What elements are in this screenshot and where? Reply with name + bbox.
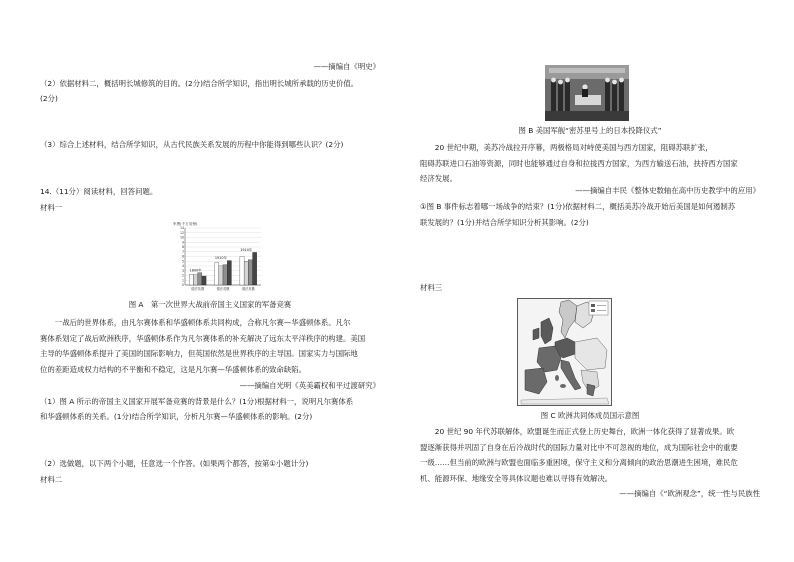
paragraph-eu	[420, 424, 760, 486]
chart-svg	[173, 221, 263, 295]
question-1-line1: （1）图 A 所示的帝国主义国家开展军备竞赛的背景是什么？(1分)根据材料一，说明凡尔赛体系	[40, 397, 354, 406]
para3-line2: 盟逐渐获得并巩固了自身在后冷战时代的国际力量对比中不可忽视的地位，成为国际社会中的重要	[420, 442, 738, 452]
chart-bar	[227, 261, 231, 285]
para3-line4: 机、能源环保、地缘安全等具体议题也难以寻得有效解决。	[420, 473, 613, 483]
material-3-label: 材料三	[420, 283, 443, 292]
map-caption: 图 C 欧洲共同体成员国示意图	[540, 411, 640, 420]
chart-ytick-label: 5	[181, 259, 184, 264]
chart-bar	[215, 263, 219, 285]
chart-bar	[244, 261, 248, 285]
paragraph-versailles	[40, 315, 380, 377]
choose-question: （2）选做题，以下两个小题，任意选一个作答。(如果两个都答，按第①小题计分)	[40, 459, 309, 468]
military-spending-chart	[173, 221, 263, 295]
chart-bar	[198, 273, 202, 285]
chart-ytick-label: 4	[181, 264, 184, 269]
chart-group-label: 1914年	[240, 247, 253, 252]
chart-bar	[253, 252, 257, 285]
chart-group-label: 1890年	[189, 268, 202, 273]
chart-category-label: 德法英俄	[191, 287, 205, 291]
chart-bar	[248, 260, 252, 285]
para3-line1: 20 世纪 90 年代苏联解体，欧盟诞生而正式登上历史舞台，欧洲一体化获得了显著成果。欧	[434, 427, 735, 436]
para2-line1: 20 世纪中期，美苏冷战拉开序幕，两极格局对峙使美国与西方国家，阻碍苏联扩张，	[434, 143, 713, 152]
para3-line3: 一级……但当前的欧洲与欧盟也面临多重困境，保守主义和分离倾向的政治思潮进生困境，难民危	[420, 458, 738, 468]
para2-line2: 阻碍苏联进口石油等资源，同时也能够通过自身和拉拢西方国家，为西方输送石油，扶持西方国家	[420, 158, 738, 168]
chart-bar	[240, 257, 244, 286]
source-euro: ——摘编自《“欧洲观念”，统一性与民族性	[619, 489, 760, 498]
question-2: （2）依据材料二，概括明长城修筑的目的。(2分)结合所学知识，指出明长城所承载的历史价值。	[40, 79, 359, 88]
question-1-line2: 和华盛顿体系的关系。(1分)结合所学知识，分析凡尔赛—华盛顿体系的影响。(2分)	[40, 412, 313, 421]
surrender-ceremony-photo	[545, 65, 629, 121]
para1-line1: 一战后的世界体系，由凡尔赛体系和华盛顿体系共同构成，合称凡尔赛—华盛顿体系。凡尔	[54, 318, 351, 327]
question-14-heading: 14.（11分）阅读材料，回答问题。	[40, 187, 158, 196]
chart-ytick-label: 10	[179, 235, 184, 240]
chart-category-label: 德法英俄	[216, 287, 230, 291]
chart-ytick-label: 3	[181, 268, 184, 273]
photo-caption: 图 B 美国军舰“密苏里号上的日本投降仪式”	[518, 126, 662, 135]
material-2-label: 材料二	[40, 475, 63, 484]
question-b-line1: ①图 B 事件标志着哪一场战争的结束？(1分)依据材料二，概括美苏冷战开始后美国是如何遏制苏	[420, 202, 736, 211]
source-guangming: ——摘编自光明《英美霸权和平过渡研究》	[239, 381, 380, 390]
chart-ytick-label: 9	[181, 240, 184, 245]
chart-bar	[189, 274, 193, 285]
question-3: （3）综合上述材料，结合所学知识，从古代民族关系发展的历程中你能得到哪些认识？(2分)	[40, 140, 344, 149]
chart-bar	[202, 276, 206, 285]
para2-line3: 经济发展。	[420, 174, 457, 184]
chart-ytick-label: 6	[181, 254, 184, 259]
para1-line3: 主导的华盛顿体系提升了美国的国际影响力，但英国依然是世界秩序的主导国。国家实力与国际地	[40, 349, 358, 359]
chart-category-label: 德法英俄	[241, 287, 255, 291]
chart-bar	[219, 266, 223, 285]
chart-bar	[223, 265, 227, 285]
chart-ytick-label: 0	[181, 283, 184, 288]
question-b-line2: 联发展的？(1分)并结合所学知识分析其影响。(2分)	[420, 218, 589, 227]
chart-ytick-label: 14	[179, 226, 184, 231]
chart-caption: 图 A 第一次世界大战前帝国主义国家的军备竞赛	[128, 300, 292, 309]
chart-ytick-label: 2	[181, 273, 184, 278]
chart-ylabel: 军费(千万英镑)	[173, 222, 198, 226]
chart-ytick-label: 7	[181, 249, 184, 254]
question-2-points: (2分)	[40, 94, 58, 103]
chart-ytick-label: 8	[181, 245, 184, 250]
source-digital: ——摘编自丰民《整体史数轴在高中历史教学中的应用》	[575, 186, 760, 195]
chart-ytick-label: 12	[179, 230, 184, 235]
para1-line2: 赛体系划定了战后欧洲秩序，华盛顿体系作为凡尔赛体系的补充解决了远东太平洋秩序的构建。美国	[40, 333, 366, 343]
para1-line4: 位的差距造成权力结构的不平衡和不稳定，这是凡尔赛—华盛顿体系的致命缺陷。	[40, 364, 307, 374]
european-community-map	[517, 298, 612, 406]
chart-ytick-label: 1	[181, 278, 184, 283]
material-1-label: 材料一	[40, 203, 63, 212]
source-mingshi: ——摘编自《明史》	[313, 62, 380, 71]
paragraph-coldwar	[420, 140, 760, 187]
chart-bar	[193, 275, 197, 285]
chart-group-label: 1910年	[214, 256, 227, 261]
